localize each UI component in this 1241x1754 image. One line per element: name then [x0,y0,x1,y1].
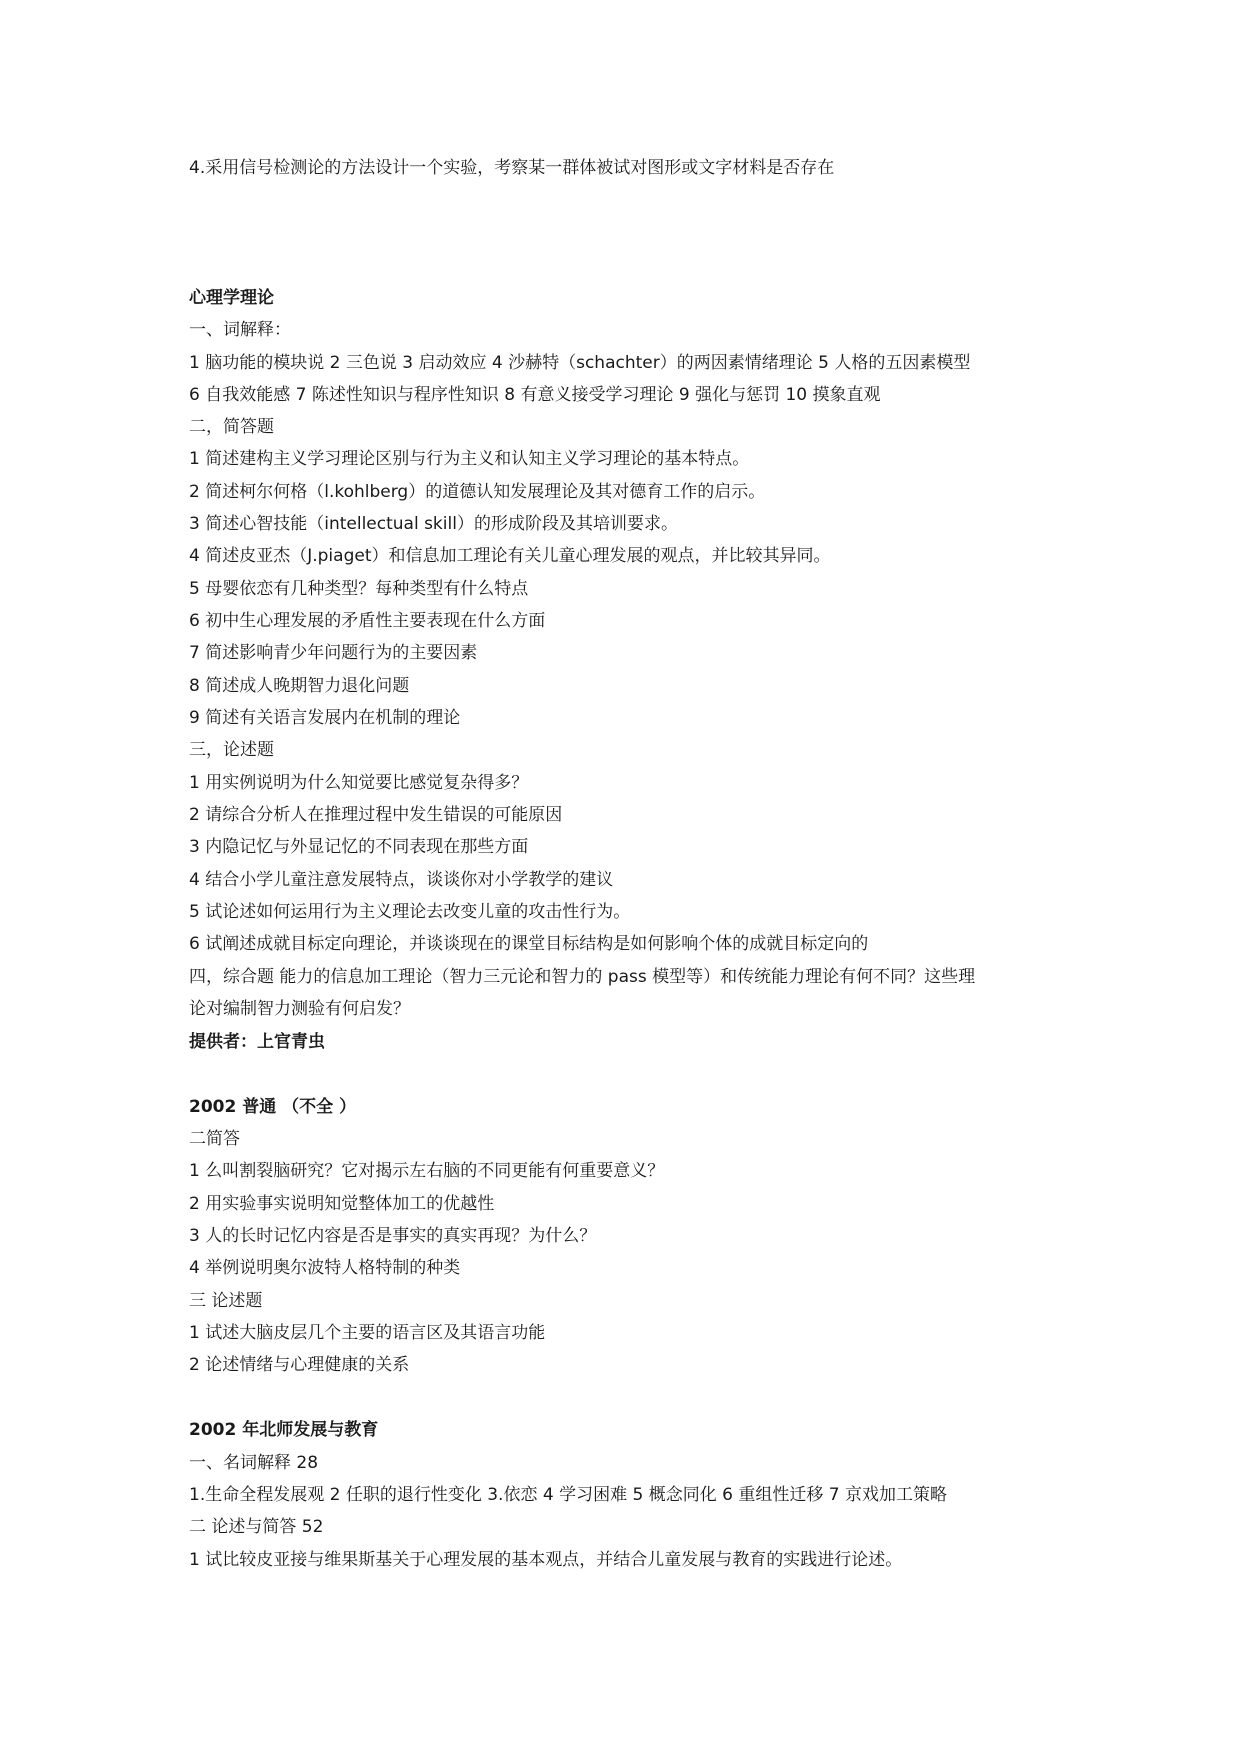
list-item: 6 试阐述成就目标定向理论，并谈谈现在的课堂目标结构是如何影响个体的成就目标定向的 [189,934,869,954]
list-item: 3 人的长时记忆内容是否是事实的真实再现？为什么？ [189,1226,597,1246]
section-title-psychology-theory: 心理学理论 [189,288,274,308]
list-item: 3 内隐记忆与外显记忆的不同表现在那些方面 [189,837,529,857]
list-item: 2 请综合分析人在推理过程中发生错误的可能原因 [189,805,563,825]
theory-section1-heading: 一、词解释： [189,320,291,340]
list-item: 4 举例说明奥尔波特人格特制的种类 [189,1258,461,1278]
list-item: 7 简述影响青少年问题行为的主要因素 [189,643,478,663]
general-section3-heading: 三 论述题 [189,1291,263,1311]
bnu-section2-heading: 二 论述与简答 52 [189,1517,324,1537]
list-item: 2 用实验事实说明知觉整体加工的优越性 [189,1194,495,1214]
theory-section3-heading: 三，论述题 [189,740,274,760]
list-item: 1 么叫割裂脑研究？它对揭示左右脑的不同更能有何重要意义？ [189,1161,665,1181]
section-title-2002-bnu: 2002 年北师发展与教育 [189,1420,379,1440]
list-item: 6 初中生心理发展的矛盾性主要表现在什么方面 [189,611,546,631]
general-section2-heading: 二简答 [189,1129,240,1149]
bnu-section2-item1: 1 试比较皮亚接与维果斯基关于心理发展的基本观点，并结合儿童发展与教育的实践进行论述。 [189,1550,903,1570]
list-item: 5 试论述如何运用行为主义理论去改变儿童的攻击性行为。 [189,902,631,922]
list-item: 3 简述心智技能（intellectual skill）的形成阶段及其培训要求。 [189,514,678,534]
list-item: 4 结合小学儿童注意发展特点，谈谈你对小学教学的建议 [189,870,614,890]
list-item: 8 简述成人晚期智力退化问题 [189,676,410,696]
section-title-2002-general: 2002 普通 （不全 ） [189,1097,357,1117]
bnu-section1-line: 1.生命全程发展观 2 任职的退行性变化 3.依恋 4 学习困难 5 概念同化 6 重组性迁移 7 京戏加工策略 [189,1485,947,1505]
list-item: 5 母婴依恋有几种类型？每种类型有什么特点 [189,579,529,599]
list-item: 2 论述情绪与心理健康的关系 [189,1355,410,1375]
list-item: 9 简述有关语言发展内在机制的理论 [189,708,461,728]
theory-section4-line2: 论对编制智力测验有何启发？ [189,999,410,1019]
list-item: 1 简述建构主义学习理论区别与行为主义和认知主义学习理论的基本特点。 [189,449,750,469]
theory-section4-line1: 四，综合题 能力的信息加工理论（智力三元论和智力的 pass 模型等）和传统能力理论有何不同？这些理 [189,967,976,987]
theory-section2-heading: 二，简答题 [189,417,274,437]
bnu-section1-heading: 一、名词解释 28 [189,1453,319,1473]
list-item: 2 简述柯尔何格（l.kohlberg）的道德认知发展理论及其对德育工作的启示。 [189,482,766,502]
list-item: 4 简述皮亚杰（J.piaget）和信息加工理论有关儿童心理发展的观点，并比较其异同。 [189,546,831,566]
list-item: 1 试述大脑皮层几个主要的语言区及其语言功能 [189,1323,546,1343]
list-item: 1 用实例说明为什么知觉要比感觉复杂得多？ [189,773,529,793]
theory-section1-line1: 1 脑功能的模块说 2 三色说 3 启动效应 4 沙赫特（schachter）的两因素情绪理论 5 人格的五因素模型 [189,353,971,373]
intro-item-4: 4.采用信号检测论的方法设计一个实验，考察某一群体被试对图形或文字材料是否存在 [189,158,835,178]
provider-credit: 提供者：上官青虫 [189,1032,325,1052]
theory-section1-line2: 6 自我效能感 7 陈述性知识与程序性知识 8 有意义接受学习理论 9 强化与惩罚 10 摸象直观 [189,385,881,405]
